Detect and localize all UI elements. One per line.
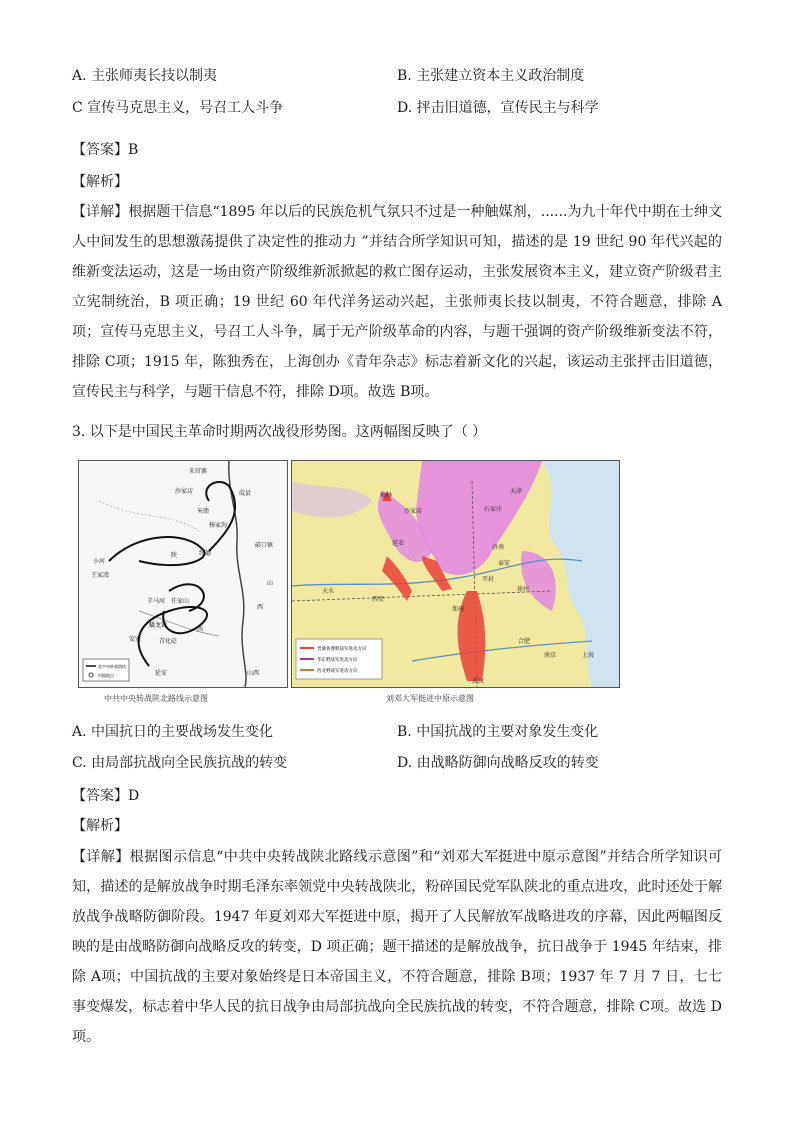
map1-label: 山 <box>267 580 274 587</box>
map1-label: 米脂 <box>197 508 210 515</box>
map2-label: 徐州 <box>517 586 530 593</box>
map1-label: 羊马河 <box>147 598 166 605</box>
map2-label: 沙家店 <box>404 508 423 515</box>
map1-legend-route: 党中央转战路线 <box>98 664 126 669</box>
q3-option-b: B. 中国抗战的主要对象发生变化 <box>397 724 599 740</box>
map-shaanbei-svg <box>79 461 287 687</box>
map1-label: 任家山 <box>171 598 190 605</box>
map-central-plains-svg <box>292 461 619 687</box>
q3-answer: 【答案】D <box>72 788 140 804</box>
map2-label: 合肥 <box>518 638 531 645</box>
map1-label: 蟠龙镇 <box>149 622 168 629</box>
map1-label: 杨家沟 <box>209 522 228 529</box>
map2-label: 开封 <box>482 576 495 583</box>
q2-answer: 【答案】B <box>72 142 139 158</box>
q3-option-d: D. 由战略防御向战略反攻的转变 <box>397 755 599 771</box>
map1-label: 安塞 <box>129 636 142 643</box>
map1-label: 山西 <box>247 670 260 677</box>
map2-label: 武汉 <box>472 678 485 685</box>
map2-label: 泰安 <box>498 560 511 567</box>
map2-label: 天水 <box>322 588 335 595</box>
q2-option-a: A. 主张师夷长技以制夷 <box>72 68 218 84</box>
map-liudeng-central-plains <box>291 460 620 688</box>
q3-detail: 【详解】根据图示信息“中共中央转战陕北路线示意图”和“刘邓大军挺进中原示意图”并结合所学知识可知，描述的是解放战争时期毛泽东率领党中央转战陕北，粉碎国民党军队陕北的重点进攻，此时还处于解放战争战略防御阶段。1947 年夏刘邓大军挺进中原，揭开了人民解放军战略进攻的序幕，因此两幅图反映的是由战略防御向战略反攻的转变，D 项正确；题干描述的是解放战争，抗日战争于 1945 年结束，排除 A项；中国抗战的主要对象始终是日本帝国主义，不符合题意，排除 B项；1937 年 7 月 7 日，七七事变爆发，标志着中华人民的抗日战争由局部抗战向全民族抗战的转变，不符合题意，排除 C项。故选 D项。 <box>72 849 722 1045</box>
q2-option-c: C 宣传马克思主义，号召工人斗争 <box>72 100 284 116</box>
map1-label: 葭县 <box>239 490 252 497</box>
map2-label: 济南 <box>492 544 505 551</box>
map1-label: 青化砭 <box>159 638 178 645</box>
map-shaanbei-route <box>78 460 288 688</box>
map1-caption: 中共中央转战陕北路线示意图 <box>104 694 208 703</box>
q2-option-b: B. 主张建立资本主义政治制度 <box>397 68 585 84</box>
map1-label: 陕 <box>171 552 178 559</box>
q3-analysis-heading: 【解析】 <box>72 818 128 834</box>
map1-label: 王家湾 <box>91 572 110 579</box>
map2-legend-2: 华东野战军进攻方向 <box>317 658 358 663</box>
map2-label: 郑州 <box>452 606 465 613</box>
map2-label: 石家庄 <box>484 506 503 513</box>
q2-option-d: D. 抨击旧道德，宣传民主与科学 <box>397 100 599 116</box>
map1-label: 沙家店 <box>175 488 194 495</box>
q3-option-c: C. 由局部抗战向全民族抗战的转变 <box>72 755 288 771</box>
map2-legend-3: 西北野战军进攻方向 <box>317 669 358 674</box>
map1-label: 西 <box>197 626 204 633</box>
map2-caption: 刘邓大军挺进中原示意图 <box>386 694 474 703</box>
map2-label: 西安 <box>372 596 385 603</box>
q3-option-a: A. 中国抗日的主要战场发生变化 <box>72 724 274 740</box>
map2-legend-1: 晋冀鲁豫野战军进攻方向 <box>317 647 367 652</box>
q2-detail: 【详解】根据题干信息“1895 年以后的民族危机气氛只不过是一种触媒剂，......为九十年代中期在士绅文人中间发生的思想激荡提供了决定性的推动力 ”并结合所学知识可知，描述的是 19 世纪 90 年代兴起的维新变法运动，这是一场由资产阶级维新派掀起的救亡图存运动，主张发展资本主义，建立资产阶级君主立宪制统治，B 项正确；19 世纪 60 年代洋务运动兴起，主张师夷长技以制夷，不符合题意，排除 A项；宣传马克思主义，号召工人斗争，属于无产阶级革命的内容，与题干强调的资产阶级维新变法不符，排除 C项；1915 年，陈独秀在，上海创办《青年杂志》标志着新文化的兴起，该运动主张抨击旧道德，宣传民主与科学，与题干信息不符，排除 D项。故选 B项。 <box>72 204 722 400</box>
map1-label: 碛口镇 <box>255 542 274 549</box>
map1-legend-town: 村镇地点 <box>98 673 114 678</box>
map2-label: 上海 <box>582 652 595 659</box>
map2-label: 延安 <box>392 540 405 547</box>
map1-label: 西 <box>257 604 264 611</box>
map1-label: 朱官寨 <box>189 468 208 475</box>
map1-label: 绥德 <box>199 550 212 557</box>
map1-label: 小河 <box>93 558 106 565</box>
q2-analysis-heading: 【解析】 <box>72 174 128 190</box>
map2-label: 天津 <box>510 488 523 495</box>
q3-stem: 3. 以下是中国民主革命时期两次战役形势图。这两幅图反映了（ ） <box>72 424 487 440</box>
map2-label: 榆林 <box>380 492 393 499</box>
map1-label: 延安 <box>155 670 168 677</box>
map2-label: 南京 <box>544 652 557 659</box>
